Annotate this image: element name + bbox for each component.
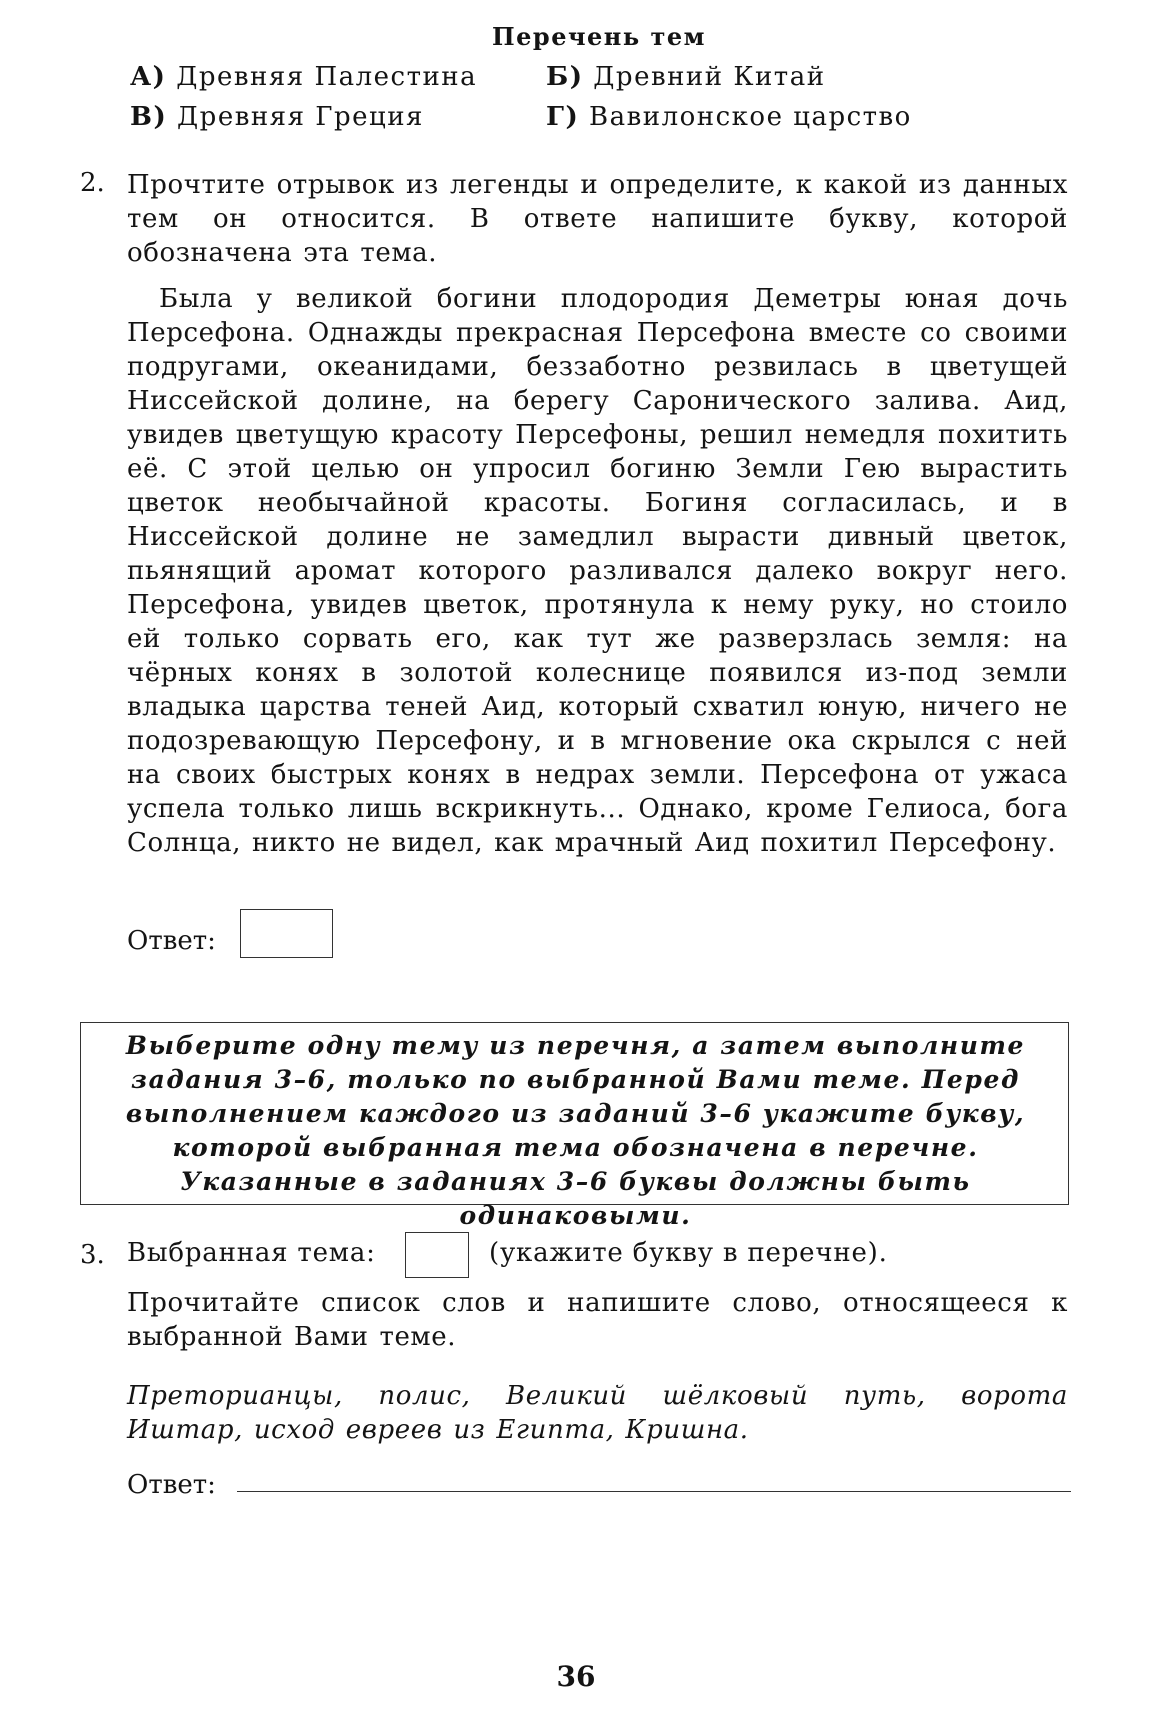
legend-excerpt: Была у великой богини плодородия Деметры юная дочь Персефона. Однажды прекрасная Персефона вместе со своими подругами, океанидами, беззаботно резвилась в цветущей Ниссейской долине, на берегу Саронического залива. Аид, увидев цветущую красоту Персефоны, решил немедля похитить её. С этой целью он упросил богиню Земли Гею вырастить цветок необычайной красоты. Богиня согласилась, и в Ниссейской долине не замедлил вырасти дивный цветок, пьянящий аромат которого разливался далеко вокруг него. Персефона, увидев цветок, протянула к нему руку, но стоило ей только сорвать его, как тут же разверзлась земля: на чёрных конях в золотой колеснице появился из-под земли владыка царства теней Аид, который схватил юную, ничего не подозревающую Персефону, и в мгновение ока скрылся с ней на своих быстрых конях в недрах земли. Персефона от ужаса успела только лишь вскрикнуть... Однако, кроме Гелиоса, бога Солнца, никто не видел, как мрачный Аид похитил Персефону.: [127, 284, 1068, 858]
topic-b: [546, 62, 826, 92]
instruction-text: Выберите одну тему из перечня, а затем выполните задания 3–6, только по выбранной Вами теме. Перед выполнением каждого из заданий 3–6 укажите букву, которой выбранная тема обозначена в перечне. Указанные в заданиях 3–6 буквы должны быть одинаковыми.: [125, 1031, 1026, 1230]
question-2-answer-label: Ответ:: [127, 926, 216, 956]
topic-v: [130, 102, 424, 132]
topics-title: Перечень тем: [491, 22, 707, 51]
instruction-box: [80, 1022, 1069, 1230]
topic-a: [130, 62, 477, 92]
question-3-number: 3.: [80, 1240, 105, 1270]
topic-g: [546, 102, 912, 132]
page-number: 36: [556, 1660, 596, 1693]
question-3-chosen-hint: (укажите букву в перечне).: [489, 1238, 888, 1268]
topic-name: Древняя Греция: [177, 102, 424, 132]
topic-letter: Г): [546, 102, 580, 132]
topic-name: Вавилонское царство: [589, 102, 912, 132]
topic-letter: В): [130, 102, 168, 132]
topic-letter: Б): [546, 62, 584, 92]
question-3-chosen-label: Выбранная тема:: [127, 1238, 376, 1268]
topic-name: Древний Китай: [593, 62, 826, 92]
question-3-answer-line[interactable]: [237, 1491, 1071, 1492]
question-3-prompt: Прочитайте список слов и напишите слово, относящееся к выбранной Вами теме.: [127, 1288, 1068, 1352]
question-2-number: 2.: [80, 168, 105, 198]
question-3-word-list: Преторианцы, полис, Великий шёлковый путь, ворота Иштар, исход евреев из Египта, Кришна.: [127, 1381, 1068, 1445]
question-2-answer-box[interactable]: [240, 909, 333, 958]
topic-letter: А): [130, 62, 167, 92]
question-2-prompt: Прочтите отрывок из легенды и определите, к какой из данных тем он относится. В ответе напишите букву, которой обозначена эта тема.: [127, 170, 1068, 268]
topic-name: Древняя Палестина: [176, 62, 478, 92]
question-3-answer-label: Ответ:: [127, 1470, 216, 1500]
chosen-topic-box[interactable]: [405, 1232, 469, 1278]
